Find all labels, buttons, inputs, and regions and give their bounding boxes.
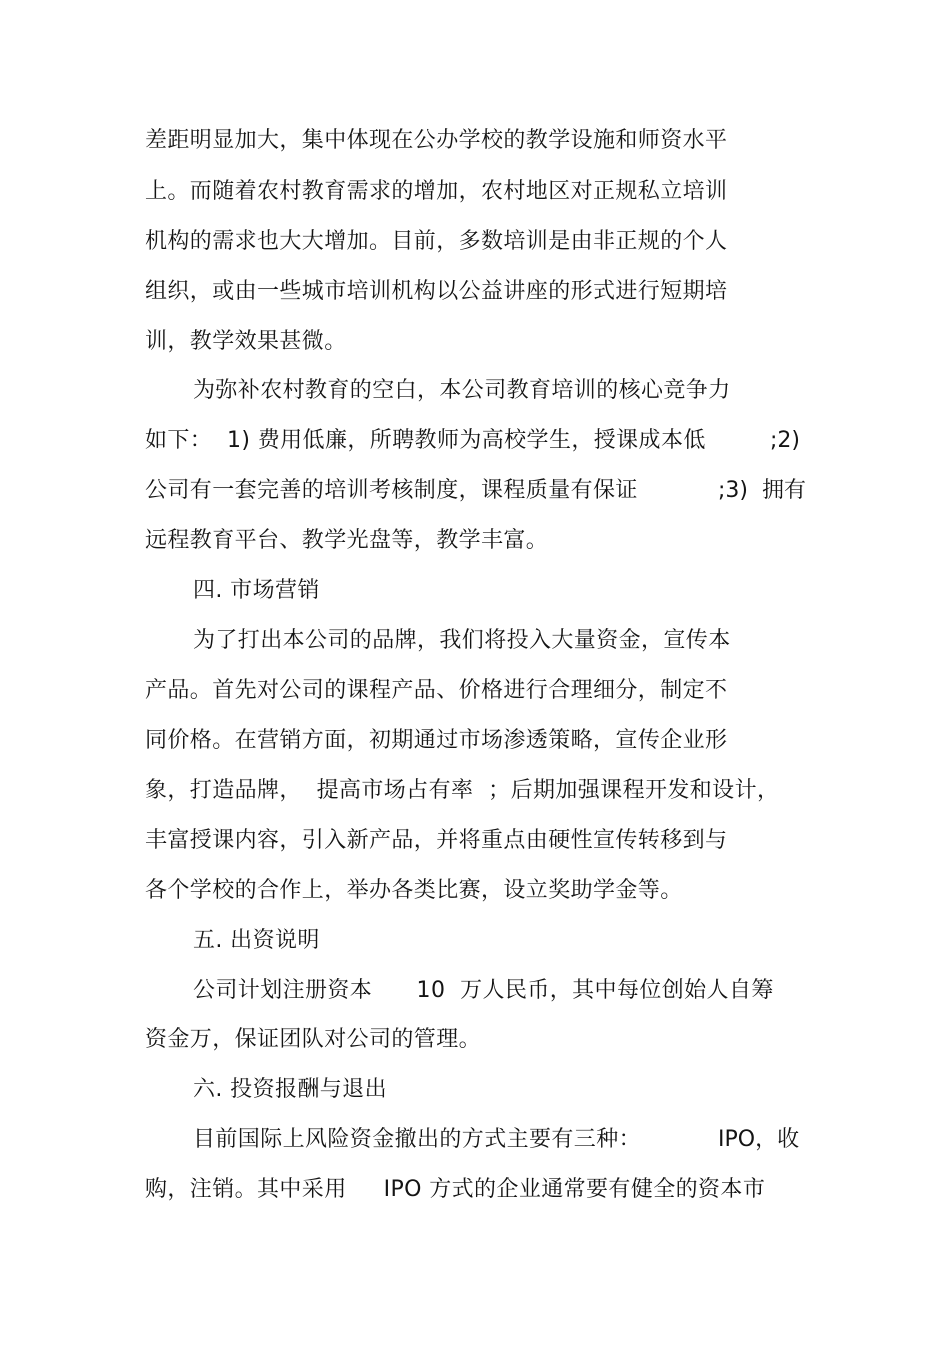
section-heading: 六. 投资报酬与退出 [193,1077,387,1102]
paragraph-line: 购，注销。其中采用 IPO 方式的企业通常要有健全的资本市 [145,1177,766,1202]
paragraph-line: 公司有一套完善的培训考核制度，课程质量有保证 [145,478,638,503]
paragraph-line: 产品。首先对公司的课程产品、价格进行合理细分，制定不 [145,678,728,703]
paragraph-line: 组织，或由一些城市培训机构以公益讲座的形式进行短期培 [145,279,728,304]
section-heading: 五. 出资说明 [193,928,320,953]
paragraph-line: 为了打出本公司的品牌，我们将投入大量资金，宣传本 [193,628,731,653]
paragraph-line: 训，教学效果甚微。 [145,329,347,354]
paragraph-line: 丰富授课内容，引入新产品，并将重点由硬性宣传转移到与 [145,828,728,853]
paragraph-line: 同价格。在营销方面，初期通过市场渗透策略，宣传企业形 [145,728,728,753]
paragraph-line: 象，打造品牌， 提高市场占有率 ；后期加强课程开发和设计， [145,778,780,803]
paragraph-line: 远程教育平台、教学光盘等，教学丰富。 [145,528,549,553]
paragraph-line: 公司计划注册资本 10 万人民币，其中每位创始人自筹 [193,978,774,1003]
paragraph-line: 各个学校的合作上，举办各类比赛，设立奖助学金等。 [145,878,683,903]
paragraph-line: 为弥补农村教育的空白，本公司教育培训的核心竞争力 [193,378,731,403]
paragraph-line: 资金万，保证团队对公司的管理。 [145,1027,482,1052]
paragraph-fragment: IPO，收 [718,1127,800,1152]
paragraph-line: 机构的需求也大大增加。目前，多数培训是由非正规的个人 [145,229,728,254]
paragraph-fragment: ;2) [770,428,800,453]
paragraph-line: 如下： 1) 费用低廉，所聘教师为高校学生，授课成本低 [145,428,706,453]
paragraph-line: 上。而随着农村教育需求的增加，农村地区对正规私立培训 [145,179,728,204]
paragraph-line: 差距明显加大，集中体现在公办学校的教学设施和师资水平 [145,128,728,153]
paragraph-fragment: ;3) 拥有 [718,478,806,503]
paragraph-line: 目前国际上风险资金撤出的方式主要有三种： [193,1127,642,1152]
section-heading: 四. 市场营销 [193,578,320,603]
